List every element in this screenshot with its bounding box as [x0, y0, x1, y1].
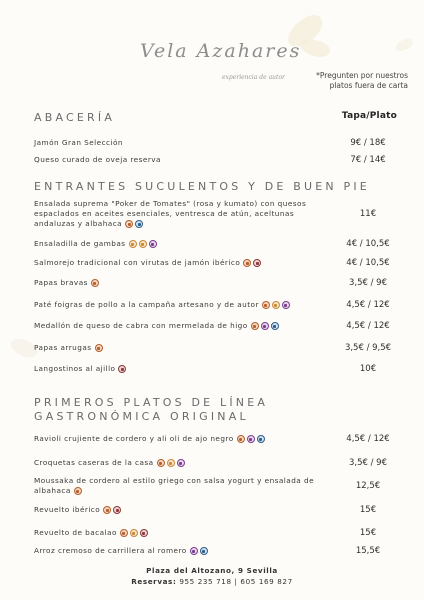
allergen-icons — [251, 322, 279, 330]
menu-item-price: 15,5€ — [355, 546, 381, 556]
menu-item-price: 4€ / 10,5€ — [346, 258, 390, 268]
allergen-icon — [157, 459, 165, 467]
allergen-icon — [139, 240, 147, 248]
logo-script-text: Vela Azahares — [140, 40, 302, 62]
menu-item-name — [34, 300, 334, 310]
menu-item-name — [34, 321, 334, 331]
menu-item-name — [34, 434, 334, 444]
allergen-icon — [261, 322, 269, 330]
off-menu-note: *Pregunten por nuestros platos fuera de carta — [316, 71, 408, 90]
menu-item-price: 3,5€ / 9€ — [348, 458, 387, 468]
menu-item-text: Papas arrugas — [34, 343, 92, 352]
menu-item-price: 4,5€ / 12€ — [346, 300, 390, 310]
menu-item-price: 10€ — [359, 364, 377, 374]
menu-item-text: Medallón de queso de cabra con mermelada de higo — [34, 321, 248, 330]
menu-item-text: Paté foigras de pollo a la campaña artesano y de autor — [34, 300, 259, 309]
menu-item — [34, 546, 402, 556]
menu-item-text: Croquetas caseras de la casa — [34, 458, 154, 467]
menu-item-name — [34, 458, 334, 468]
menu-item — [34, 476, 402, 496]
allergen-icon — [177, 459, 185, 467]
menu-item — [34, 199, 402, 229]
allergen-icon — [74, 487, 82, 495]
allergen-icon — [282, 301, 290, 309]
allergen-icon — [140, 529, 148, 537]
section-title: PRIMEROS PLATOS DE LÍNEA GASTRONÓMICA ORIGINAL — [34, 396, 269, 423]
section-title: ENTRANTES SUCULENTOS Y DE BUEN PIE — [34, 180, 370, 193]
menu-item-text: Ensaladilla de gambas — [34, 239, 126, 248]
allergen-icon — [272, 301, 280, 309]
allergen-icon — [200, 547, 208, 555]
allergen-icons — [243, 259, 261, 267]
menu-item-price: 3,5€ / 9€ — [348, 278, 387, 288]
allergen-icons — [120, 529, 148, 537]
allergen-icons — [74, 487, 82, 495]
menu-item-name — [34, 199, 334, 229]
allergen-icon — [95, 344, 103, 352]
menu-item-text: Queso curado de oveja reserva — [34, 155, 161, 164]
reservas-label: Reservas: — [131, 577, 177, 586]
footer-address: Plaza del Altozano, 9 Sevilla — [146, 566, 278, 575]
allergen-icon — [247, 435, 255, 443]
menu-item-price: 3,5€ / 9,5€ — [344, 343, 392, 353]
menu-item — [34, 155, 402, 165]
footer — [0, 565, 424, 587]
section-title: ABACERÍA — [34, 111, 116, 124]
allergen-icons — [157, 459, 185, 467]
menu-item-price: 9€ / 18€ — [350, 138, 386, 148]
menu-item-price: 12,5€ — [355, 481, 381, 491]
menu-item-text: Ensalada suprema "Poker de Tomates" (rosa y kumato) con quesos espaclados en aceites esenciales, ventresca de atún, aceltunas andaluzas y albahaca — [34, 199, 307, 228]
allergen-icon — [190, 547, 198, 555]
menu-item-price: 11€ — [359, 209, 377, 219]
price-column-header: Tapa/Plato — [341, 111, 397, 121]
allergen-icon — [262, 301, 270, 309]
allergen-icon — [167, 459, 175, 467]
menu-item-name — [34, 155, 334, 165]
menu-item — [34, 364, 402, 374]
menu-item-text: Revuelto de bacalao — [34, 528, 117, 537]
allergen-icon — [237, 435, 245, 443]
menu-item-price: 15€ — [359, 505, 377, 515]
menu-item-text: Langostinos al ajillo — [34, 364, 116, 373]
menu-item — [34, 505, 402, 515]
flower-watermark-right — [394, 37, 414, 53]
menu-item-price: 7€ / 14€ — [350, 155, 386, 165]
allergen-icon — [251, 322, 259, 330]
allergen-icons — [129, 240, 157, 248]
allergen-icon — [113, 506, 121, 514]
menu-item-name — [34, 278, 334, 288]
menu-item-name — [34, 239, 334, 249]
menu-item-price: 4,5€ / 12€ — [346, 321, 390, 331]
menu-item-name — [34, 528, 334, 538]
allergen-icon — [129, 240, 137, 248]
menu-item-text: Ravioli crujiente de cordero y ali oli de ajo negro — [34, 434, 234, 443]
menu-item — [34, 300, 402, 310]
allergen-icons — [237, 435, 265, 443]
menu-item — [34, 434, 402, 444]
menu-item — [34, 343, 402, 353]
menu-item-name — [34, 476, 334, 496]
menu-item-text: Salmorejo tradicional con virutas de jamón ibérico — [34, 258, 241, 267]
menu-item — [34, 458, 402, 468]
menu-item — [34, 278, 402, 288]
allergen-icon — [253, 259, 261, 267]
menu-item-text: Moussaka de cordero al estilo griego con salsa yogurt y ensalada de albahaca — [34, 476, 315, 495]
allergen-icon — [271, 322, 279, 330]
allergen-icon — [257, 435, 265, 443]
allergen-icon — [243, 259, 251, 267]
restaurant-logo — [140, 40, 310, 92]
allergen-icon — [135, 220, 143, 228]
allergen-icon — [149, 240, 157, 248]
logo-tagline: experiencia de autor — [222, 74, 285, 81]
allergen-icons — [103, 506, 121, 514]
menu-item-price: 15€ — [359, 528, 377, 538]
menu-item-name — [34, 138, 334, 148]
menu-item-text: Jamón Gran Selección — [34, 138, 123, 147]
reservas-phones: 955 235 718 | 605 169 827 — [179, 577, 293, 586]
allergen-icons — [118, 365, 126, 373]
menu-item-name — [34, 546, 334, 556]
allergen-icons — [91, 279, 99, 287]
allergen-icons — [125, 220, 143, 228]
menu-item — [34, 239, 402, 249]
menu-item — [34, 528, 402, 538]
allergen-icons — [95, 344, 103, 352]
allergen-icon — [125, 220, 133, 228]
allergen-icon — [130, 529, 138, 537]
footer-reservas — [0, 576, 424, 587]
menu-item-text: Papas bravas — [34, 278, 88, 287]
menu-item-name — [34, 364, 334, 374]
menu-item — [34, 321, 402, 331]
menu-item — [34, 258, 402, 268]
menu-item-price: 4,5€ / 12€ — [346, 434, 390, 444]
allergen-icon — [120, 529, 128, 537]
allergen-icon — [118, 365, 126, 373]
allergen-icon — [91, 279, 99, 287]
menu-item-text: Arroz cremoso de carrillera al romero — [34, 546, 187, 555]
allergen-icon — [103, 506, 111, 514]
menu-item — [34, 138, 402, 148]
allergen-icons — [190, 547, 208, 555]
menu-item-name — [34, 258, 334, 268]
menu-item-name — [34, 505, 334, 515]
menu-item-name — [34, 343, 334, 353]
menu-item-price: 4€ / 10,5€ — [346, 239, 390, 249]
menu-item-text: Revuelto ibérico — [34, 505, 101, 514]
allergen-icons — [262, 301, 290, 309]
